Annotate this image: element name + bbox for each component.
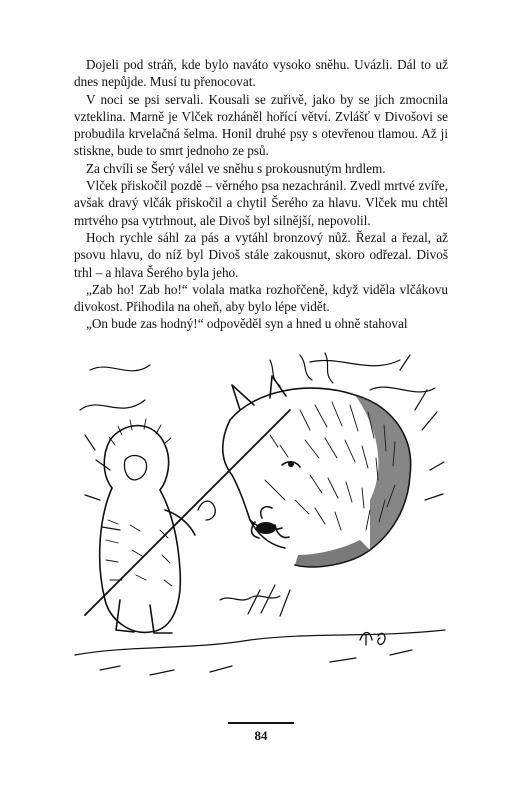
paragraph: V noci se psi servali. Kousali se zuřivě, jako by se jich zmocnila vzteklina. Marně je Vlček rozháněl hořící větví. Zvlášť v Divošovi se probudila krvelačná šelma. Honil druhé psy s otevřenou tlamou. Až ji stiskne, bude to smrt jednoho ze psů. <box>74 91 448 159</box>
paragraph: „On bude zas hodný!“ odpověděl syn a hned u ohně stahoval <box>86 316 408 332</box>
paragraph: Hoch rychle sáhl za pás a vytáhl bronzový nůž. Řezal a řezal, až psovu hlavu, do níž byl Divoš stále zakousnut, skoro odřezal. Divoš trhl – a hlava Šerého byla jeho. <box>74 229 448 280</box>
paragraph: Za chvíli se Šerý válel ve sněhu s prokousnutým hrdlem. <box>86 160 386 176</box>
hunter-drawing <box>85 410 290 633</box>
paragraph: „Zab ho! Zab ho!“ volala matka rozhořčeně, když viděla vlčákovu divokost. Přihodila na oheň, aby bylo lépe vidět. <box>74 281 448 315</box>
boar-and-hunter-illustration <box>70 350 450 690</box>
body-text <box>74 56 448 333</box>
paragraph: Vlček přiskočil pozdě – věrného psa nezachránil. Zvedl mrtvé zvíře, avšak dravý vlčák přiskočil a chytil Šerého za hlavu. Vlček mu chtěl mrtvého psa vytrhnout, ale Divoš byl silnější, nepovolil. <box>74 178 448 228</box>
paragraph: Dojeli pod stráň, kde bylo naváto vysoko sněhu. Uvázli. Dál to už dnes nepůjde. Musí tu přenocovat. <box>74 57 448 90</box>
page-number: 84 <box>254 728 268 743</box>
boar-drawing <box>223 376 411 567</box>
page-number-rule <box>228 722 294 724</box>
